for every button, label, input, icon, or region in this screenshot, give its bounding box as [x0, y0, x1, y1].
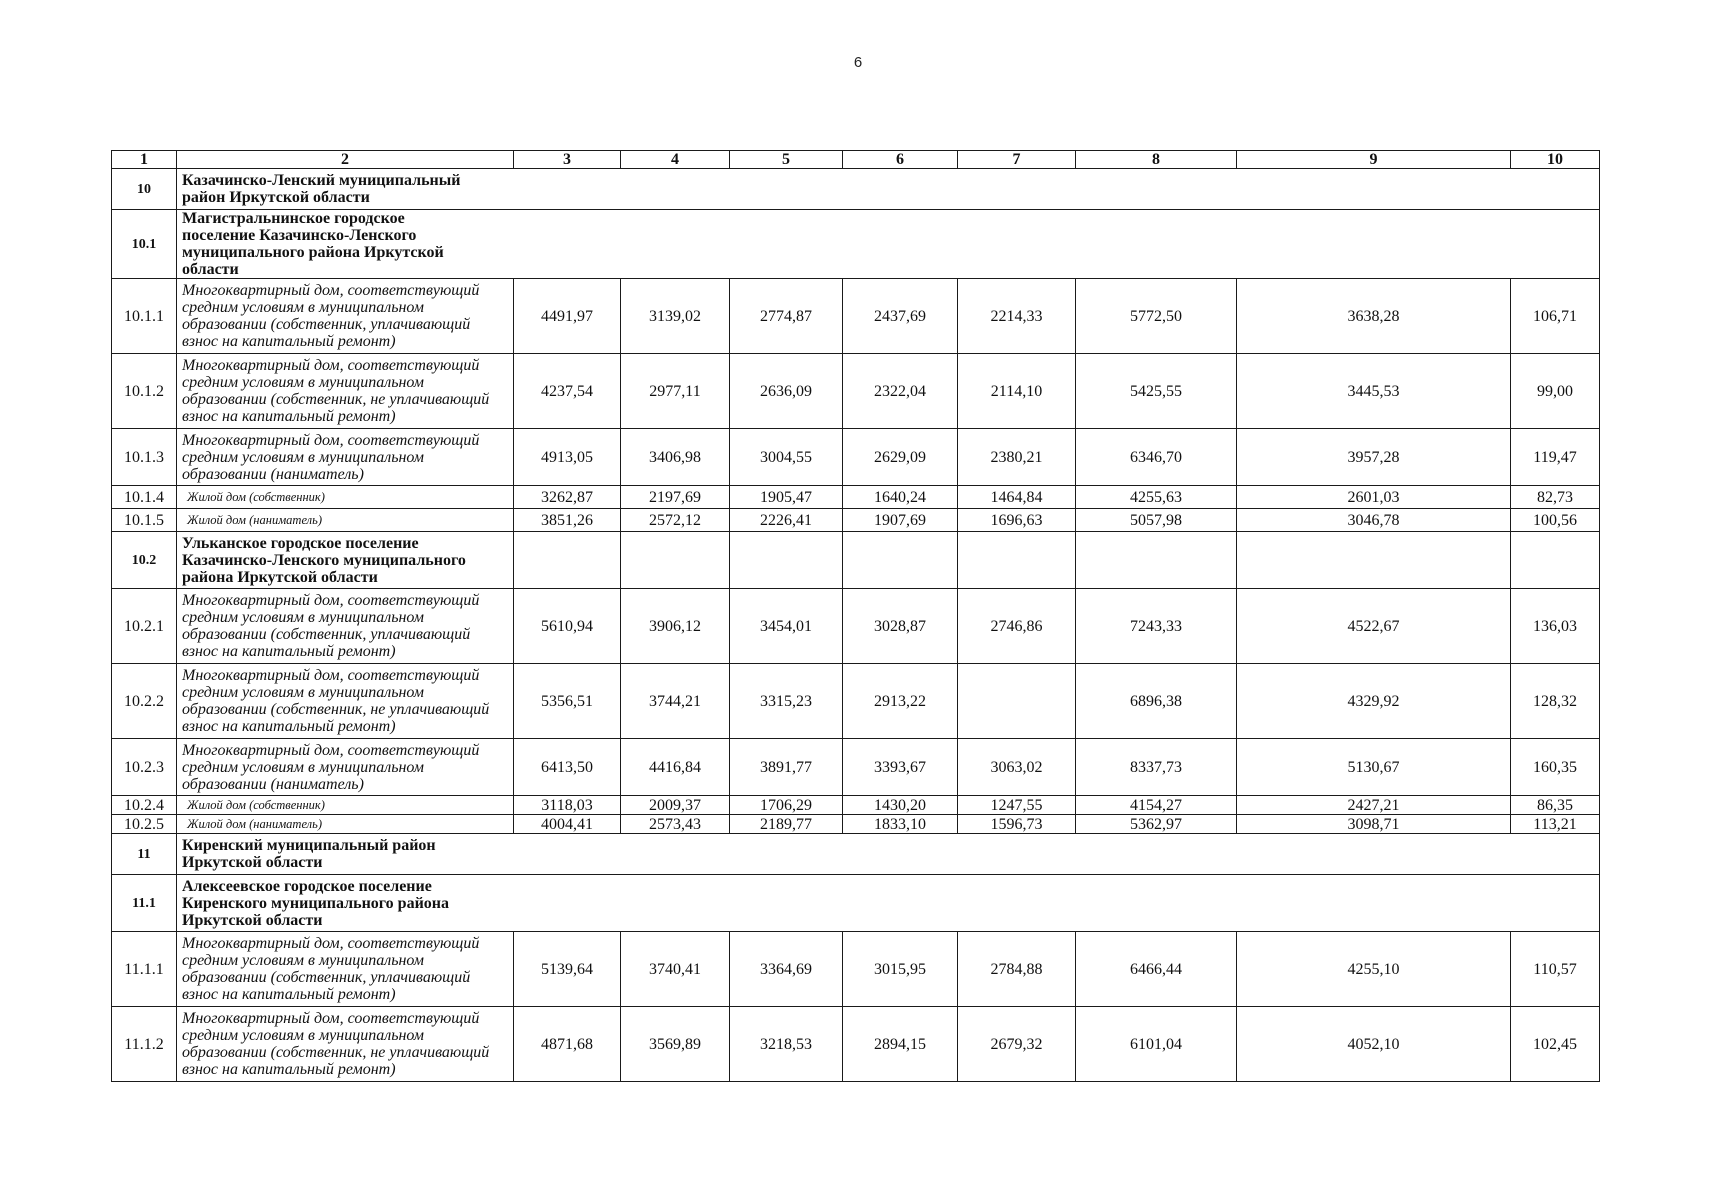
value-cell-col-3: 4237,54	[514, 354, 621, 429]
value-cell-col-6: 1833,10	[843, 815, 958, 834]
value-cell-col-5: 3364,69	[730, 932, 843, 1007]
value-cell-col-6: 1430,20	[843, 796, 958, 815]
tariff-table	[111, 150, 1600, 1082]
value-cell-col-8: 5362,97	[1076, 815, 1237, 834]
row-code: 10.2.4	[112, 796, 177, 815]
value-cell-col-4: 2009,37	[621, 796, 730, 815]
value-cell-col-8: 4255,63	[1076, 486, 1237, 509]
value-cell-col-9: 4052,10	[1237, 1007, 1511, 1082]
value-cell-col-10: 102,45	[1511, 1007, 1600, 1082]
value-cell-col-5: 3315,23	[730, 664, 843, 739]
value-cell-col-3	[514, 532, 621, 589]
value-cell-col-9	[1237, 532, 1511, 589]
row-code: 10.2.2	[112, 664, 177, 739]
table-row	[112, 509, 1600, 532]
value-cell-col-4: 3569,89	[621, 1007, 730, 1082]
page-number: 6	[853, 54, 863, 71]
value-cell-col-10: 86,35	[1511, 796, 1600, 815]
value-cell-col-5: 2636,09	[730, 354, 843, 429]
value-cell-col-10: 82,73	[1511, 486, 1600, 509]
table-row	[112, 589, 1600, 664]
row-code: 10.1.2	[112, 354, 177, 429]
table-row	[112, 739, 1600, 796]
value-cell-col-6: 3015,95	[843, 932, 958, 1007]
table-row	[112, 486, 1600, 509]
value-cell-col-10: 110,57	[1511, 932, 1600, 1007]
value-cell-col-3: 4004,41	[514, 815, 621, 834]
section-title	[177, 875, 1600, 932]
value-cell-col-4: 3906,12	[621, 589, 730, 664]
value-cell-col-5: 3454,01	[730, 589, 843, 664]
value-cell-col-4: 2573,43	[621, 815, 730, 834]
value-cell-col-10: 113,21	[1511, 815, 1600, 834]
value-cell-col-6: 2629,09	[843, 429, 958, 486]
row-code: 10.1.5	[112, 509, 177, 532]
value-cell-col-3: 5139,64	[514, 932, 621, 1007]
value-cell-col-7: 1696,63	[958, 509, 1076, 532]
value-cell-col-10: 128,32	[1511, 664, 1600, 739]
value-cell-col-5: 1905,47	[730, 486, 843, 509]
value-cell-col-4: 3406,98	[621, 429, 730, 486]
value-cell-col-9: 4329,92	[1237, 664, 1511, 739]
value-cell-col-8: 4154,27	[1076, 796, 1237, 815]
table-row	[112, 279, 1600, 354]
col-header: 3	[514, 151, 621, 169]
value-cell-col-9: 3046,78	[1237, 509, 1511, 532]
value-cell-col-9: 3638,28	[1237, 279, 1511, 354]
value-cell-col-6: 2913,22	[843, 664, 958, 739]
col-header: 10	[1511, 151, 1600, 169]
value-cell-col-6	[843, 532, 958, 589]
value-cell-col-7	[958, 532, 1076, 589]
value-cell-col-7: 1464,84	[958, 486, 1076, 509]
value-cell-col-5: 1706,29	[730, 796, 843, 815]
value-cell-col-9: 3098,71	[1237, 815, 1511, 834]
section-row	[112, 210, 1600, 279]
value-cell-col-10	[1511, 532, 1600, 589]
value-cell-col-9: 2427,21	[1237, 796, 1511, 815]
value-cell-col-7: 2114,10	[958, 354, 1076, 429]
table-row	[112, 932, 1600, 1007]
table-header-row	[112, 151, 1600, 169]
value-cell-col-8: 5425,55	[1076, 354, 1237, 429]
value-cell-col-5: 2189,77	[730, 815, 843, 834]
value-cell-col-6: 1640,24	[843, 486, 958, 509]
col-header: 2	[177, 151, 514, 169]
value-cell-col-8: 6346,70	[1076, 429, 1237, 486]
row-description: Жилой дом (собственник)	[177, 796, 514, 815]
value-cell-col-3: 3851,26	[514, 509, 621, 532]
row-code: 11.1	[112, 875, 177, 932]
value-cell-col-8: 5772,50	[1076, 279, 1237, 354]
row-description: Многоквартирный дом, соответствующий средним условиям в муниципальном образовании (собственник, уплачивающий взнос на капитальный ремонт)	[177, 279, 514, 354]
value-cell-col-6: 2894,15	[843, 1007, 958, 1082]
value-cell-col-9: 4255,10	[1237, 932, 1511, 1007]
row-description: Многоквартирный дом, соответствующий средним условиям в муниципальном образовании (наниматель)	[177, 739, 514, 796]
col-header: 8	[1076, 151, 1237, 169]
value-cell-col-6: 3028,87	[843, 589, 958, 664]
value-cell-col-7: 2784,88	[958, 932, 1076, 1007]
row-code: 10.2.3	[112, 739, 177, 796]
section-row	[112, 532, 1600, 589]
section-title	[177, 169, 1600, 210]
value-cell-col-8	[1076, 532, 1237, 589]
col-header: 5	[730, 151, 843, 169]
value-cell-col-4	[621, 532, 730, 589]
section-row	[112, 875, 1600, 932]
table-row	[112, 1007, 1600, 1082]
section-title-text: Магистральнинское городское поселение Казачинско-Ленского муниципального района Иркутской области	[182, 210, 444, 278]
value-cell-col-8: 8337,73	[1076, 739, 1237, 796]
table-row	[112, 354, 1600, 429]
value-cell-col-4: 2572,12	[621, 509, 730, 532]
value-cell-col-4: 4416,84	[621, 739, 730, 796]
value-cell-col-9: 3957,28	[1237, 429, 1511, 486]
row-description: Многоквартирный дом, соответствующий средним условиям в муниципальном образовании (собственник, не уплачивающий взнос на капитальный ремонт)	[177, 1007, 514, 1082]
value-cell-col-10: 100,56	[1511, 509, 1600, 532]
value-cell-col-4: 2197,69	[621, 486, 730, 509]
value-cell-col-6: 2322,04	[843, 354, 958, 429]
value-cell-col-5	[730, 532, 843, 589]
row-code: 10.2.1	[112, 589, 177, 664]
section-title	[177, 834, 1600, 875]
section-title: Ульканское городское поселение Казачинско-Ленского муниципального района Иркутской области	[177, 532, 514, 589]
row-code: 10.2.5	[112, 815, 177, 834]
value-cell-col-4: 3139,02	[621, 279, 730, 354]
value-cell-col-5: 3218,53	[730, 1007, 843, 1082]
row-description: Жилой дом (наниматель)	[177, 509, 514, 532]
row-code: 10.1.1	[112, 279, 177, 354]
value-cell-col-3: 4491,97	[514, 279, 621, 354]
section-row	[112, 834, 1600, 875]
value-cell-col-4: 3744,21	[621, 664, 730, 739]
col-header: 1	[112, 151, 177, 169]
section-title	[177, 210, 1600, 279]
value-cell-col-4: 2977,11	[621, 354, 730, 429]
col-header: 9	[1237, 151, 1511, 169]
value-cell-col-9: 5130,67	[1237, 739, 1511, 796]
row-description: Многоквартирный дом, соответствующий средним условиям в муниципальном образовании (собственник, не уплачивающий взнос на капитальный ремонт)	[177, 664, 514, 739]
section-row	[112, 169, 1600, 210]
value-cell-col-10: 136,03	[1511, 589, 1600, 664]
section-title-text: Киренский муниципальный район Иркутской области	[182, 837, 436, 871]
value-cell-col-3: 5356,51	[514, 664, 621, 739]
row-description: Многоквартирный дом, соответствующий средним условиям в муниципальном образовании (наниматель)	[177, 429, 514, 486]
value-cell-col-7: 2746,86	[958, 589, 1076, 664]
value-cell-col-7: 2380,21	[958, 429, 1076, 486]
value-cell-col-8: 6101,04	[1076, 1007, 1237, 1082]
value-cell-col-3: 5610,94	[514, 589, 621, 664]
value-cell-col-7: 1596,73	[958, 815, 1076, 834]
row-description: Жилой дом (собственник)	[177, 486, 514, 509]
value-cell-col-8: 6466,44	[1076, 932, 1237, 1007]
table-row	[112, 429, 1600, 486]
col-header: 7	[958, 151, 1076, 169]
value-cell-col-6: 3393,67	[843, 739, 958, 796]
value-cell-col-8: 6896,38	[1076, 664, 1237, 739]
row-code: 11	[112, 834, 177, 875]
value-cell-col-10: 99,00	[1511, 354, 1600, 429]
value-cell-col-7: 2214,33	[958, 279, 1076, 354]
value-cell-col-9: 2601,03	[1237, 486, 1511, 509]
value-cell-col-5: 2226,41	[730, 509, 843, 532]
value-cell-col-7: 2679,32	[958, 1007, 1076, 1082]
value-cell-col-10: 106,71	[1511, 279, 1600, 354]
value-cell-col-3: 3262,87	[514, 486, 621, 509]
value-cell-col-9: 3445,53	[1237, 354, 1511, 429]
value-cell-col-8: 7243,33	[1076, 589, 1237, 664]
value-cell-col-6: 1907,69	[843, 509, 958, 532]
row-code: 10.2	[112, 532, 177, 589]
value-cell-col-10: 119,47	[1511, 429, 1600, 486]
value-cell-col-5: 3891,77	[730, 739, 843, 796]
row-description: Многоквартирный дом, соответствующий средним условиям в муниципальном образовании (собственник, уплачивающий взнос на капитальный ремонт)	[177, 932, 514, 1007]
row-description: Многоквартирный дом, соответствующий средним условиям в муниципальном образовании (собственник, уплачивающий взнос на капитальный ремонт)	[177, 589, 514, 664]
value-cell-col-6: 2437,69	[843, 279, 958, 354]
value-cell-col-4: 3740,41	[621, 932, 730, 1007]
value-cell-col-8: 5057,98	[1076, 509, 1237, 532]
row-code: 11.1.2	[112, 1007, 177, 1082]
table-row	[112, 796, 1600, 815]
row-code: 10.1	[112, 210, 177, 279]
value-cell-col-7: 1247,55	[958, 796, 1076, 815]
value-cell-col-9: 4522,67	[1237, 589, 1511, 664]
value-cell-col-3: 4913,05	[514, 429, 621, 486]
value-cell-col-10: 160,35	[1511, 739, 1600, 796]
section-title-text: Алексеевское городское поселение Киренского муниципального района Иркутской области	[182, 877, 450, 929]
row-description: Многоквартирный дом, соответствующий средним условиям в муниципальном образовании (собственник, не уплачивающий взнос на капитальный ремонт)	[177, 354, 514, 429]
value-cell-col-3: 4871,68	[514, 1007, 621, 1082]
row-code: 10.1.4	[112, 486, 177, 509]
row-code: 11.1.1	[112, 932, 177, 1007]
table-row	[112, 664, 1600, 739]
row-description: Жилой дом (наниматель)	[177, 815, 514, 834]
value-cell-col-5: 3004,55	[730, 429, 843, 486]
value-cell-col-5: 2774,87	[730, 279, 843, 354]
table-row	[112, 815, 1600, 834]
row-code: 10	[112, 169, 177, 210]
value-cell-col-3: 3118,03	[514, 796, 621, 815]
value-cell-col-7: 3063,02	[958, 739, 1076, 796]
value-cell-col-3: 6413,50	[514, 739, 621, 796]
col-header: 6	[843, 151, 958, 169]
row-code: 10.1.3	[112, 429, 177, 486]
section-title-text: Казачинско-Ленский муниципальный район Иркутской области	[182, 172, 461, 206]
value-cell-col-7	[958, 664, 1076, 739]
col-header: 4	[621, 151, 730, 169]
